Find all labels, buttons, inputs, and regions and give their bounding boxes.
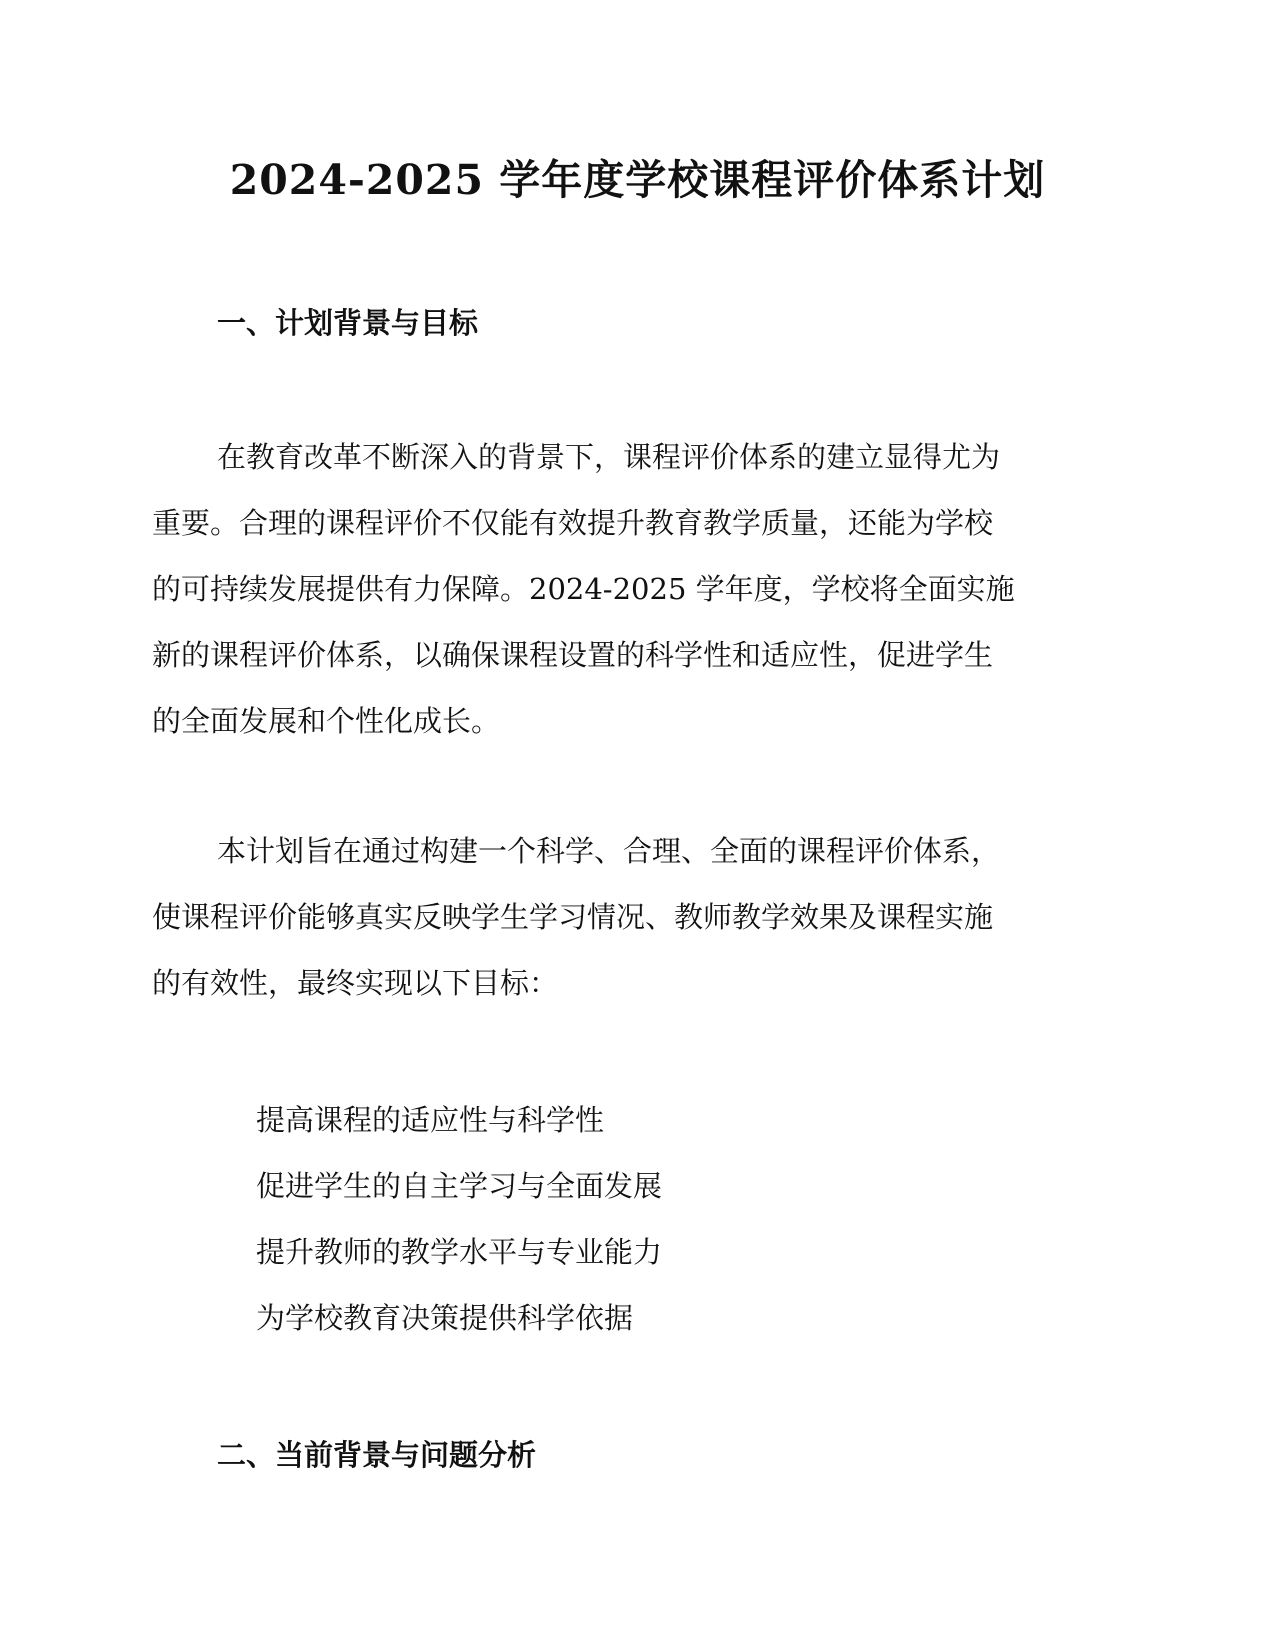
list-item: 提高课程的适应性与科学性 [256, 1103, 605, 1137]
paragraph-line: 本计划旨在通过构建一个科学、合理、全面的课程评价体系， [217, 834, 1001, 868]
paragraph-background [152, 424, 1112, 754]
list-item: 提升教师的教学水平与专业能力 [256, 1235, 663, 1269]
list-item: 促进学生的自主学习与全面发展 [256, 1169, 663, 1203]
list-item: 为学校教育决策提供科学依据 [256, 1301, 634, 1335]
paragraph-line: 的可持续发展提供有力保障。2024-2025 学年度，学校将全面实施 [152, 572, 1015, 606]
section-heading-background-goals: 一、计划背景与目标 [217, 306, 479, 340]
paragraph-line: 新的课程评价体系，以确保课程设置的科学性和适应性，促进学生 [152, 638, 994, 672]
paragraph-objectives [152, 818, 1112, 1016]
section-heading-problem-analysis: 二、当前背景与问题分析 [217, 1438, 537, 1472]
paragraph-line: 在教育改革不断深入的背景下，课程评价体系的建立显得尤为 [217, 440, 1001, 474]
goals-list [256, 1087, 662, 1351]
paragraph-line: 的有效性，最终实现以下目标： [152, 966, 559, 1000]
paragraph-line: 的全面发展和个性化成长。 [152, 704, 501, 738]
paragraph-line: 重要。合理的课程评价不仅能有效提升教育教学质量，还能为学校 [152, 506, 994, 540]
paragraph-line: 使课程评价能够真实反映学生学习情况、教师教学效果及课程实施 [152, 900, 994, 934]
document-title: 2024-2025 学年度学校课程评价体系计划 [229, 156, 1046, 204]
